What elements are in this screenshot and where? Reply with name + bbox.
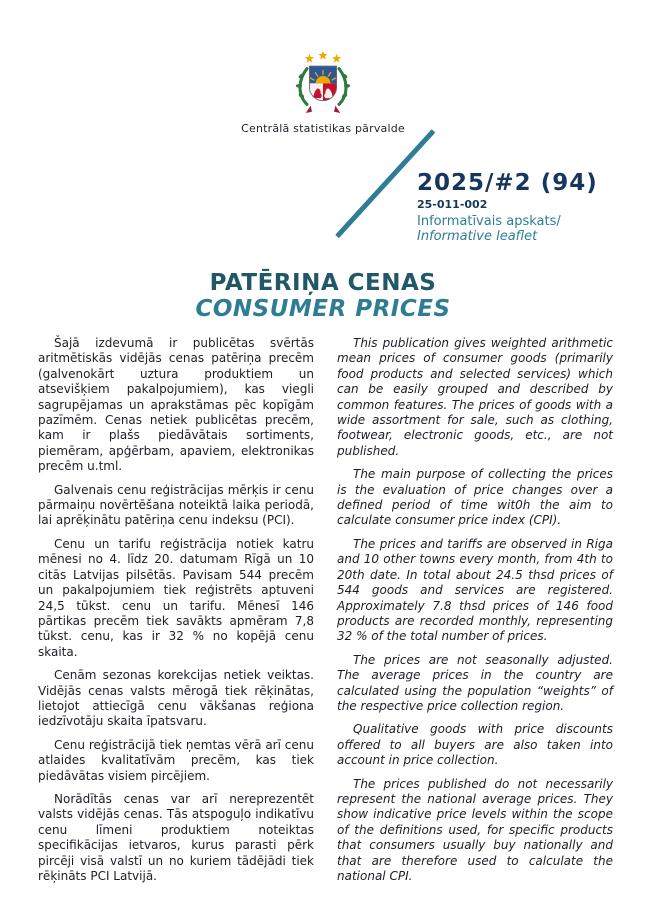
title-block <box>0 270 646 322</box>
paragraph: Qualitative goods with price discounts offered to all buyers are also taken into account in price collection. <box>337 722 613 768</box>
paragraph: This publication gives weighted arithmetic mean prices of consumer goods (primarily food products and selected services) which can be easily grouped and described by common features. The prices of goods with a wide assortment for sale, such as clothing, footwear, electronic goods, etc., are not published. <box>337 336 613 458</box>
paragraph: Norādītās cenas var arī nereprezentēt valsts vidējās cenas. Tās atspoguļo indikatīvu cenu līmeni produktiem noteiktas specifikācijas ietvaros, kurus parasti pērk pircēji visā valstī un no kuriem tādējādi tiek rēķināts PCI Latvijā. <box>38 791 314 883</box>
issue-type-en: Informative leaflet <box>417 229 538 245</box>
paragraph: Šajā izdevumā ir publicētas svērtās aritmētiskās vidējās cenas patēriņa precēm (galvenokārt uztura produktiem un atsevišķiem pakalpojumiem), kas viegli sagrupējamas un aprakstāmas pēc kopīgām pazīmēm. Cenas netiek publicētas precēm, kam ir plašs piedāvātais sortiments, piemēram, apģērbam, apaviem, elektronikas precēm u.tml. <box>38 336 314 474</box>
latvia-coat-of-arms-icon <box>286 50 360 118</box>
paragraph: Galvenais cenu reģistrācijas mērķis ir cenu pārmaiņu novērtēšana noteiktā laika periodā, lai aprēķinātu patēriņa cenu indeksu (PCI). <box>38 482 314 528</box>
header <box>0 50 646 135</box>
issue-code: 25-011-002 <box>417 198 488 212</box>
paragraph: Cenu reģistrācijā tiek ņemtas vērā arī cenu atlaides kvalitatīvām precēm, kas tiek piedāvātas visiem pircējiem. <box>38 737 314 783</box>
page-title-lv: PATĒRIŅA CENAS <box>209 270 437 296</box>
column-english <box>337 336 613 892</box>
paragraph: Cenu un tarifu reģistrācija notiek katru mēnesi no 4. līdz 20. datumam Rīgā un 10 citās Latvijas pilsētās. Pavisam 544 precēm un pakalpojumiem tiek reģistrēts aptuveni 24,5 tūkst. cenu un tarifu. Mēnesī 146 pārtikas precēm tiek savākts apmēram 7,8 tūkst. cenu, kas ir 32 % no kopējā cenu skaita. <box>38 536 314 659</box>
page-title-en: CONSUMER PRICES <box>195 296 451 322</box>
issue-type-lv: Informatīvais apskats/ <box>417 214 561 230</box>
body-columns <box>38 336 613 892</box>
paragraph: The prices published do not necessarily represent the national average prices. They show indicative price levels within the scope of the definitions used, for specific products that consumers usually buy nationally and that are therefore used to calculate the national CPI. <box>337 776 613 883</box>
paragraph: Cenām sezonas korekcijas netiek veiktas. Vidējās cenas valsts mērogā tiek rēķinātas, lietojot attiecīgā cenu vākšanas reģiona iedzīvotāju skaita īpatsvaru. <box>38 668 314 729</box>
logo-caption: Centrālā statistikas pārvalde <box>241 122 405 135</box>
paragraph: The prices are not seasonally adjusted. The average prices in the country are calculated using the population “weights” of the respective price collection region. <box>337 652 613 713</box>
issue-block <box>417 170 598 245</box>
issue-number: 2025/#2 (94) <box>417 170 598 196</box>
paragraph: The prices and tariffs are observed in Riga and 10 other towns every month, from 4th to 20th date. In total about 24.5 thsd prices of 544 goods and services are registered. Approximately 7.8 thsd prices of 146 food products are recorded monthly, representing 32 % of the total number of prices. <box>337 536 613 644</box>
column-latvian <box>38 336 314 892</box>
paragraph: The main purpose of collecting the prices is the evaluation of price changes over a defined period of time wit0h the aim to calculate consumer price index (CPI). <box>337 467 613 528</box>
